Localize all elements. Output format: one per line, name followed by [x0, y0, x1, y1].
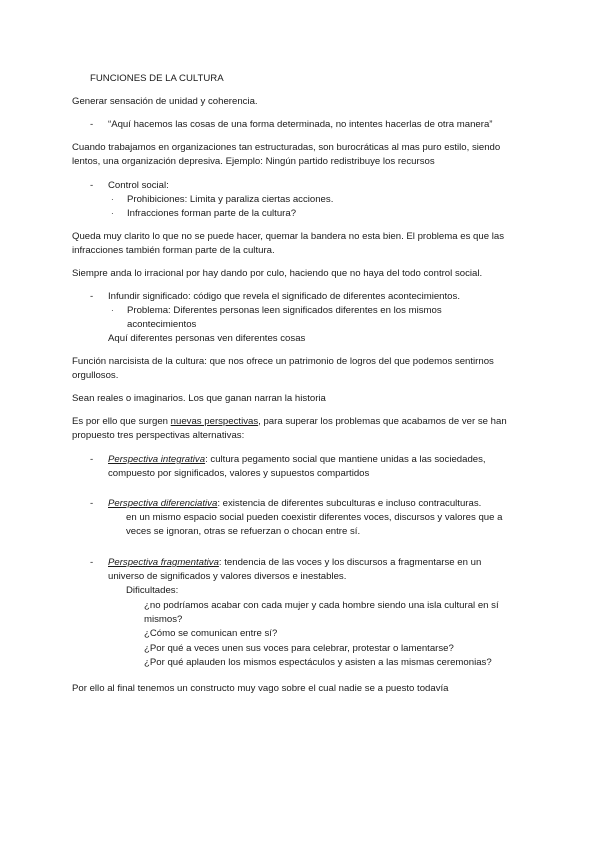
dash-bullet: -: [90, 498, 94, 509]
paragraph: Generar sensación de unidad y coherencia.: [72, 96, 258, 107]
perspective-diferenciativa: [108, 498, 481, 510]
perspective-name: Perspectiva fragmentativa: [108, 557, 219, 568]
dificultad-item: ¿Cómo se comunican entre sí?: [144, 628, 278, 639]
dificultad-item: ¿Por qué aplauden los mismos espectáculos y asisten a las mismas ceremonias?: [144, 657, 492, 668]
paragraph-line: Cuando trabajamos en organizaciones tan estructuradas, son burocráticas al mas puro estilo, siendo: [72, 142, 501, 153]
perspective-name: Perspectiva diferenciativa: [108, 498, 218, 509]
dot-bullet: ·: [111, 306, 114, 315]
text-span: , para superar los problemas que acabamos de ver se han: [258, 416, 507, 427]
paragraph: Siempre anda lo irracional por hay dando por culo, haciendo que no haya del todo control social.: [72, 268, 483, 279]
conclusion: Por ello al final tenemos un constructo muy vago sobre el cual nadie se a puesto todavía: [72, 683, 449, 694]
page-title: FUNCIONES DE LA CULTURA: [90, 73, 224, 84]
dificultad-item: mismos?: [144, 614, 183, 625]
paragraph-line: [72, 416, 507, 428]
perspective-name: Perspectiva integrativa: [108, 454, 206, 465]
perspective-fragmentativa: [108, 557, 481, 569]
list-note: Aquí diferentes personas ven diferentes cosas: [108, 333, 306, 344]
list-item-line: Problema: Diferentes personas leen significados diferentes en los mismos: [127, 305, 442, 316]
list-item: Infracciones forman parte de la cultura?: [127, 208, 297, 219]
dificultad-item: ¿Por qué a veces unen sus voces para celebrar, protestar o lamentarse?: [144, 643, 454, 654]
dash-bullet: -: [90, 557, 94, 568]
quote-bullet-text: “Aquí hacemos las cosas de una forma determinada, no intentes hacerlas de otra manera”: [108, 119, 493, 130]
paragraph-line: orgullosos.: [72, 370, 119, 381]
perspective-desc: : tendencia de las voces y los discursos a fragmentarse en un: [218, 557, 482, 568]
list-heading: Control social:: [108, 180, 169, 191]
dificultades-label: Dificultades:: [126, 585, 179, 596]
perspective-line: universo de significados y valores diversos e inestables.: [108, 571, 347, 582]
paragraph-line: Queda muy clarito lo que no se puede hacer, quemar la bandera no esta bien. El problema es que las: [72, 231, 504, 242]
underlined-term: nuevas perspectivas: [170, 416, 259, 427]
perspective-desc: : existencia de diferentes subculturas e incluso contraculturas.: [217, 498, 482, 509]
perspective-line: veces se ignoran, otras se refuerzan o chocan entre sí.: [126, 526, 361, 537]
paragraph-line: Función narcisista de la cultura: que nos ofrece un patrimonio de logros del que podemos sentirnos: [72, 356, 494, 367]
dot-bullet: ·: [111, 209, 114, 218]
perspective-desc: : cultura pegamento social que mantiene unidas a las sociedades,: [205, 454, 486, 465]
list-item-line: acontecimientos: [127, 319, 197, 330]
paragraph-line: lentos, una organización depresiva. Ejemplo: Ningún partido redistribuye los recursos: [72, 156, 435, 167]
paragraph-line: propuesto tres perspectivas alternativas:: [72, 430, 245, 441]
dash-bullet: -: [90, 119, 94, 130]
paragraph-line: infracciones también forman parte de la cultura.: [72, 245, 275, 256]
dash-bullet: -: [90, 180, 94, 191]
paragraph: Sean reales o imaginarios. Los que ganan narran la historia: [72, 393, 326, 404]
perspective-line: en un mismo espacio social pueden coexistir diferentes voces, discursos y valores que a: [126, 512, 503, 523]
dash-bullet: -: [90, 291, 94, 302]
list-heading: Infundir significado: código que revela el significado de diferentes acontecimientos.: [108, 291, 460, 302]
perspective-line: compuesto por significados, valores y supuestos compartidos: [108, 468, 370, 479]
list-item: Prohibiciones: Limita y paraliza ciertas acciones.: [127, 194, 334, 205]
dot-bullet: ·: [111, 195, 114, 204]
dash-bullet: -: [90, 454, 94, 465]
perspective-integrativa: [108, 454, 486, 466]
dificultad-item: ¿no podríamos acabar con cada mujer y cada hombre siendo una isla cultural en sí: [144, 600, 499, 611]
text-span: Es por ello que surgen: [72, 416, 171, 427]
